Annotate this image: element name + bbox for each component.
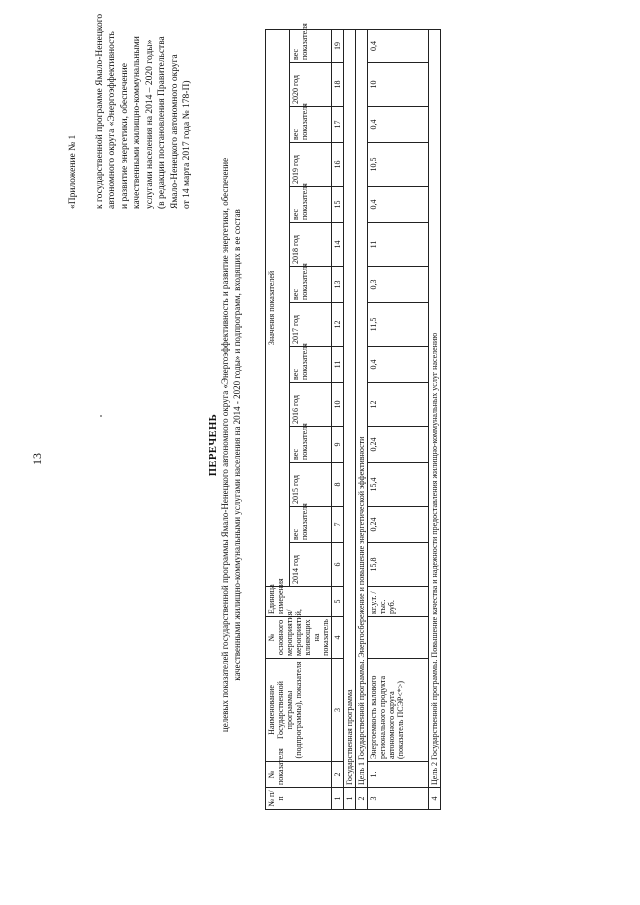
- header-event-number: № основного мероприятия/ мероприятий, влияющих на показатель: [266, 617, 332, 659]
- weight-2015: 0,24: [368, 427, 429, 463]
- header-weight: вес показателя: [290, 29, 332, 62]
- goal-title: Цель 2 Государственной программы. Повышение качества и надежности предоставления жилищно-коммунальных услуг населению: [429, 29, 441, 787]
- document-heading: [208, 135, 243, 755]
- appendix-block: [67, 0, 194, 209]
- header-year-2018: 2018 год: [290, 223, 332, 267]
- value-2019: 10,5: [368, 143, 429, 187]
- header-values-group: Значения показателей: [266, 29, 290, 586]
- header-weight: вес показателя: [290, 507, 332, 543]
- weight-2020: 0,4: [368, 29, 429, 62]
- appendix-line: к государственной программе Ямало-Ненецкого: [94, 13, 105, 209]
- scan-speck: [100, 415, 102, 417]
- weight-2019: 0,4: [368, 107, 429, 143]
- appendix-line: качественными жилищно-коммунальными: [132, 36, 142, 209]
- column-number-row: [332, 29, 344, 809]
- column-number: 8: [332, 463, 344, 507]
- column-number: 2: [332, 762, 344, 788]
- document-subtitle-line-1: целевых показателей государственной программы Ямало-Ненецкого автономного округа «Энергоэффективность и развитие энергетики, обеспечение: [220, 157, 230, 733]
- value-2017: 11,5: [368, 303, 429, 347]
- goal-title: Цель 1 Государственной программы. Энергосбережение и повышение энергетической эффективности: [356, 29, 368, 787]
- column-number: 7: [332, 507, 344, 543]
- header-year-2019: 2019 год: [290, 143, 332, 187]
- column-number: 5: [332, 587, 344, 617]
- weight-2016: 0,4: [368, 347, 429, 383]
- header-weight: вес показателя: [290, 107, 332, 143]
- header-year-2015: 2015 год: [290, 463, 332, 507]
- weight-2017: 0,3: [368, 267, 429, 303]
- header-year-2016: 2016 год: [290, 383, 332, 427]
- column-number: 16: [332, 143, 344, 187]
- weight-2018: 0,4: [368, 187, 429, 223]
- value-2014: 15,8: [368, 543, 429, 587]
- document-subtitle-line-2: качественными жилищно-коммунальными услугами населения на 2014 - 2020 годы» и подпрограмм, входящих в ее состав: [232, 209, 242, 681]
- table-row: [344, 29, 356, 809]
- value-2015: 15,4: [368, 463, 429, 507]
- table-header-row: [266, 29, 290, 809]
- header-weight: вес показателя: [290, 267, 332, 303]
- indicators-table: [265, 23, 441, 810]
- appendix-line: Ямало-Ненецкого автономного округа: [169, 54, 180, 209]
- column-number: 10: [332, 383, 344, 427]
- row-number: 4: [429, 788, 441, 810]
- column-number: 17: [332, 107, 344, 143]
- column-number: 14: [332, 223, 344, 267]
- table-row: [368, 29, 429, 809]
- column-number: 19: [332, 29, 344, 62]
- column-number: 12: [332, 303, 344, 347]
- row-number: 1: [344, 788, 356, 810]
- header-year-2014: 2014 год: [290, 543, 332, 587]
- header-weight: вес показателя: [290, 427, 332, 463]
- appendix-line: (в редакции постановления Правительства: [157, 36, 167, 209]
- header-year-2017: 2017 год: [290, 303, 332, 347]
- column-number: 15: [332, 187, 344, 223]
- column-number: 13: [332, 267, 344, 303]
- header-weight: вес показателя: [290, 187, 332, 223]
- indicator-name: Энергоемкость валового регионального продукта автономного округа (показатель ПСЭР<*>): [368, 659, 429, 762]
- table-row: [429, 29, 441, 809]
- row-number: 3: [368, 788, 429, 810]
- appendix-title: «Приложение № 1: [68, 134, 78, 209]
- column-number: 9: [332, 427, 344, 463]
- header-row-number: № п/п: [266, 788, 332, 810]
- column-number: 6: [332, 543, 344, 587]
- header-unit: Единица измерения: [266, 587, 332, 617]
- header-weight: вес показателя: [290, 347, 332, 383]
- row-number: 2: [356, 788, 368, 810]
- value-2016: 12: [368, 383, 429, 427]
- header-name: Наименование Государственной программы (подпрограммы), показателя: [266, 659, 332, 762]
- value-2020: 10: [368, 63, 429, 107]
- appendix-line: автономного округа «Энергоэффективность: [107, 31, 117, 209]
- table-row: [356, 29, 368, 809]
- event-number: [368, 617, 429, 659]
- indicator-number: 1.: [368, 762, 429, 788]
- appendix-line: и развитие энергетики, обеспечение: [119, 63, 130, 209]
- column-number: 3: [332, 659, 344, 762]
- weight-2014: 0,24: [368, 507, 429, 543]
- indicator-unit: кг.у.т. /тыс. руб.: [368, 587, 429, 617]
- document-title: ПЕРЕЧЕНЬ: [208, 413, 219, 477]
- column-number: 4: [332, 617, 344, 659]
- header-indicator-number: № показателя: [266, 762, 332, 788]
- appendix-line: услугами населения на 2014 – 2020 годы»: [144, 39, 155, 209]
- header-year-2020: 2020 год: [290, 63, 332, 107]
- column-number: 11: [332, 347, 344, 383]
- value-2018: 11: [368, 223, 429, 267]
- column-number: 1: [332, 788, 344, 810]
- appendix-line: от 14 марта 2017 года № 178-П): [182, 80, 192, 209]
- column-number: 18: [332, 63, 344, 107]
- section-title: Государственная программа: [344, 29, 356, 787]
- page-number: 13: [30, 453, 44, 465]
